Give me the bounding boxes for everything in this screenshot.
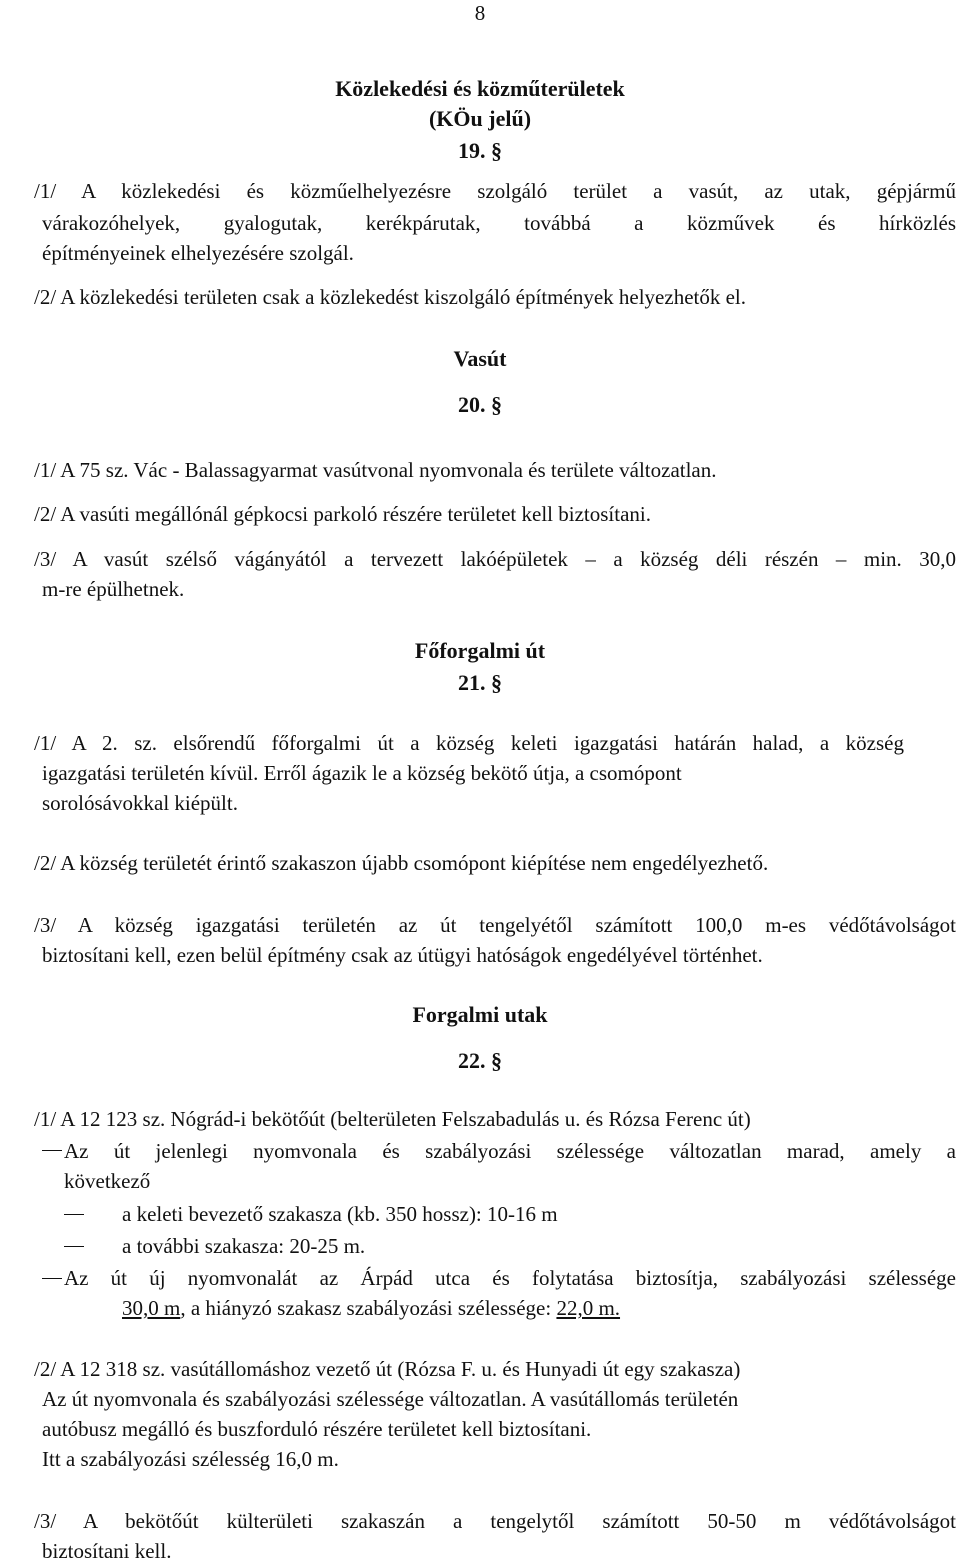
s21-paragraph-3-line-2: biztosítani kell, ezen belül építmény csak az útügyi hatóságok engedélyével történhet.	[42, 943, 763, 967]
s22-bullet-1-line-1: Az út jelenlegi nyomvonala és szabályozási szélessége változatlan marad, amely a	[64, 1139, 956, 1163]
s22-bullet-2-line-2	[122, 1293, 620, 1323]
s19-paragraph-1-line-2: várakozóhelyek, gyalogutak, kerékpárutak, továbbá a közművek és hírközlés	[42, 211, 956, 235]
s21-paragraph-2: /2/ A község területét érintő szakaszon újabb csomópont kiépítése nem engedélyezhető.	[34, 851, 769, 875]
s21-paragraph-1-line-2: igazgatási területén kívül. Erről ágazik le a község bekötő útja, a csomópont	[42, 761, 682, 785]
page-number: 8	[474, 1, 486, 25]
s20-paragraph-3-line-2: m-re épülhetnek.	[42, 577, 185, 601]
chapter-subtitle: (KÖu jelű)	[428, 106, 532, 131]
dash-bullet	[42, 1278, 62, 1279]
s22-bullet-2-line-1: Az út új nyomvonalát az Árpád utca és folytatása biztosítja, szabályozási szélessége	[64, 1266, 956, 1290]
section-19-number: 19. §	[458, 138, 502, 163]
s22-paragraph-2-line-1: /2/ A 12 318 sz. vasútállomáshoz vezető út (Rózsa F. u. és Hunyadi út egy szakasza)	[34, 1357, 741, 1381]
s19-paragraph-1-line-1: /1/ A közlekedési és közműelhelyezésre szolgáló terület a vasút, az utak, gépjármű	[34, 179, 956, 203]
s22-paragraph-3-line-1: /3/ A bekötőút külterületi szakaszán a tengelytől számított 50-50 m védőtávolságot	[34, 1509, 956, 1533]
s19-paragraph-1-line-3: építményeinek elhelyezésére szolgál.	[42, 241, 354, 265]
chapter-title: Közlekedési és közműterületek	[335, 76, 625, 101]
s19-paragraph-2: /2/ A közlekedési területen csak a közlekedést kiszolgáló építmények helyezhetők el.	[34, 285, 747, 309]
s22-paragraph-2-line-2: Az út nyomvonala és szabályozási szélessége változatlan. A vasútállomás területén	[42, 1387, 739, 1411]
s21-paragraph-1-line-3: sorolósávokkal kiépült.	[42, 791, 238, 815]
dash-bullet	[64, 1214, 84, 1215]
s22-subitem-1: a keleti bevezető szakasza (kb. 350 hossz): 10-16 m	[122, 1202, 558, 1226]
section-22-number: 22. §	[458, 1048, 502, 1073]
s21-paragraph-1-line-1: /1/ A 2. sz. elsőrendű főforgalmi út a község keleti igazgatási határán halad, a község	[34, 731, 904, 755]
section-21-number: 21. §	[458, 670, 502, 695]
foforgalmi-heading: Főforgalmi út	[414, 638, 546, 663]
dash-bullet	[64, 1246, 84, 1247]
s22-paragraph-1: /1/ A 12 123 sz. Nógrád-i bekötőút (belterületen Felszabadulás u. és Rózsa Ferenc út)	[34, 1107, 751, 1131]
s22-paragraph-2-line-3: autóbusz megálló és buszforduló részére területet kell biztosítani.	[42, 1417, 592, 1441]
dash-bullet	[42, 1150, 62, 1151]
width-text: , a hiányzó szakasz szabályozási szélessége:	[180, 1296, 557, 1320]
s22-paragraph-2-line-4: Itt a szabályozási szélesség 16,0 m.	[42, 1447, 339, 1471]
width-value-22: 22,0 m.	[556, 1296, 621, 1320]
s20-paragraph-3-line-1: /3/ A vasút szélső vágányától a tervezett lakóépületek ‒ a község déli részén ‒ min. 30,0	[34, 547, 956, 571]
forgalmi-heading: Forgalmi utak	[412, 1002, 548, 1027]
section-20-number: 20. §	[458, 392, 502, 417]
s22-subitem-2: a további szakasza: 20-25 m.	[122, 1234, 366, 1258]
s21-paragraph-3-line-1: /3/ A község igazgatási területén az út tengelyétől számított 100,0 m-es védőtávolságot	[34, 913, 956, 937]
s20-paragraph-1: /1/ A 75 sz. Vác - Balassagyarmat vasútvonal nyomvonala és területe változatlan.	[34, 458, 717, 482]
s20-paragraph-2: /2/ A vasúti megállónál gépkocsi parkoló részére területet kell biztosítani.	[34, 502, 651, 526]
s22-paragraph-3-line-2: biztosítani kell.	[42, 1539, 172, 1563]
width-value-30: 30,0 m	[122, 1296, 181, 1320]
s22-bullet-1-line-2: következő	[64, 1169, 151, 1193]
vasut-heading: Vasút	[453, 346, 507, 371]
